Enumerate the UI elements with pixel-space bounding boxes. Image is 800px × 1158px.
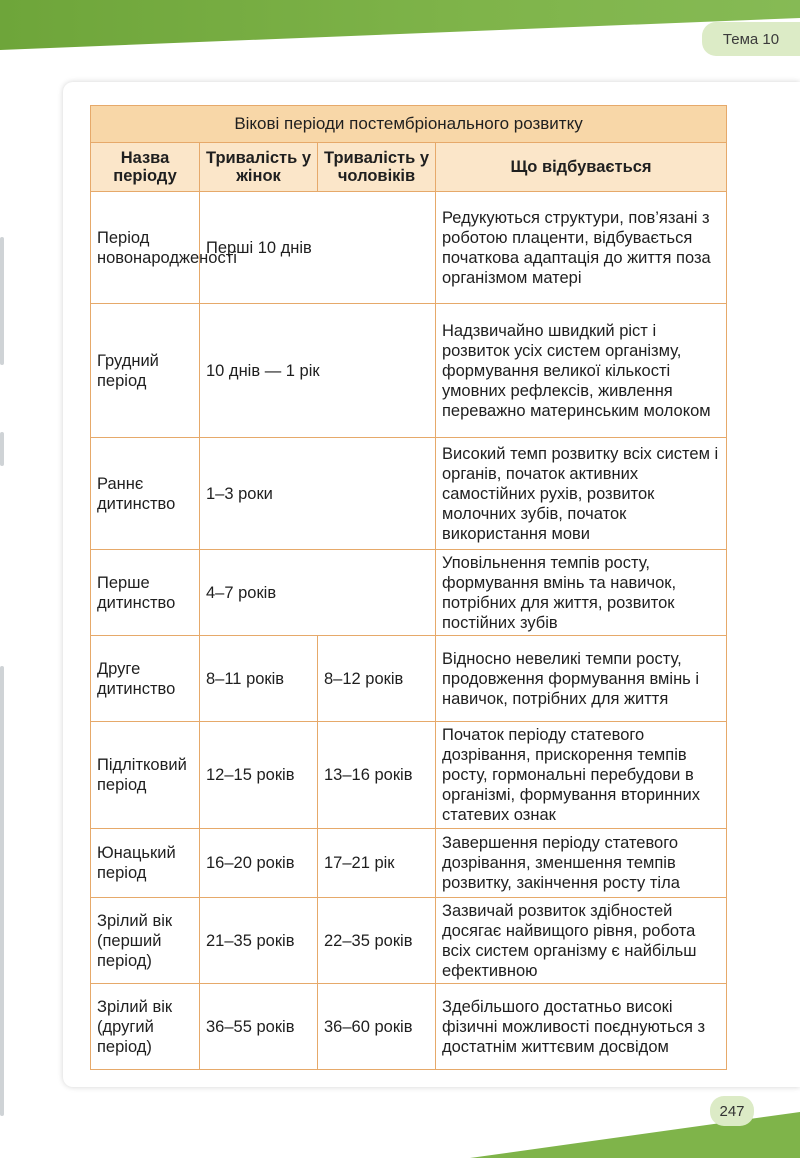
- period-name: Раннє дитинство: [91, 438, 200, 550]
- left-edge-mark: [0, 237, 4, 365]
- period-description: Редукуються структури, пов’язані з роботою плаценти, відбувається початкова адаптація до життя поза організмом матері: [436, 192, 727, 304]
- duration-women: 21–35 років: [200, 898, 318, 984]
- period-description: Надзвичайно швидкий ріст і розвиток усіх систем організму, формування великої кількості умовних рефлексів, живлення переважно материнським молоком: [436, 304, 727, 438]
- table-row: [91, 898, 727, 984]
- period-description: Високий темп розвитку всіх систем і органів, початок активних самостійних рухів, розвиток молочних зубів, початок використання мови: [436, 438, 727, 550]
- duration-men: 36–60 років: [318, 984, 436, 1070]
- table-row: [91, 984, 727, 1070]
- topic-label: Тема 10: [702, 22, 800, 56]
- period-description: Зазвичай розвиток здібностей досягає найвищого рівня, робота всіх систем організму є найбільш ефективною: [436, 898, 727, 984]
- period-name: Зрілий вік (перший період): [91, 898, 200, 984]
- period-name: Підлітковий період: [91, 722, 200, 829]
- duration-men: 8–12 років: [318, 636, 436, 722]
- header-men: Тривалість у чоловіків: [318, 143, 436, 192]
- duration-both: 10 днів — 1 рік: [200, 304, 436, 438]
- duration-both: Перші 10 днів: [200, 192, 436, 304]
- table-row: [91, 192, 727, 304]
- table-row: [91, 438, 727, 550]
- duration-men: 17–21 рік: [318, 829, 436, 898]
- duration-men: 13–16 років: [318, 722, 436, 829]
- period-name: Період новонародженості: [91, 192, 200, 304]
- duration-men: 22–35 років: [318, 898, 436, 984]
- period-description: Початок періоду статевого дозрівання, прискорення темпів росту, гормональні перебудови в організмі, формування вторинних статевих ознак: [436, 722, 727, 829]
- period-name: Юнацький період: [91, 829, 200, 898]
- top-green-band: [0, 0, 800, 50]
- table-caption: Вікові періоди постембріонального розвитку: [91, 106, 727, 143]
- header-name: Назва періоду: [91, 143, 200, 192]
- period-name: Перше дитинство: [91, 550, 200, 636]
- page-number: 247: [710, 1096, 754, 1126]
- table-row: [91, 636, 727, 722]
- duration-women: 8–11 років: [200, 636, 318, 722]
- table-caption-row: [91, 106, 727, 143]
- duration-women: 36–55 років: [200, 984, 318, 1070]
- period-name: Зрілий вік (другий період): [91, 984, 200, 1070]
- table-row: [91, 304, 727, 438]
- period-name: Друге дитинство: [91, 636, 200, 722]
- age-periods-table: [90, 105, 727, 1070]
- left-edge-mark: [0, 666, 4, 1116]
- duration-both: 4–7 років: [200, 550, 436, 636]
- period-description: Завершення періоду статевого дозрівання, зменшення темпів розвитку, закінчення росту тіла: [436, 829, 727, 898]
- left-edge-mark: [0, 432, 4, 466]
- period-name: Грудний період: [91, 304, 200, 438]
- period-description: Відносно невеликі темпи росту, продовження формування вмінь і навичок, потрібних для життя: [436, 636, 727, 722]
- period-description: Уповільнення темпів росту, формування вмінь та навичок, потрібних для життя, розвиток постійних зубів: [436, 550, 727, 636]
- table-row: [91, 829, 727, 898]
- table-row: [91, 722, 727, 829]
- header-women: Тривалість у жінок: [200, 143, 318, 192]
- duration-women: 12–15 років: [200, 722, 318, 829]
- period-description: Здебільшого достатньо високі фізичні можливості поєднуються з достатнім життєвим досвідом: [436, 984, 727, 1070]
- table-header-row: [91, 143, 727, 192]
- header-what: Що відбувається: [436, 143, 727, 192]
- table-row: [91, 550, 727, 636]
- duration-women: 16–20 років: [200, 829, 318, 898]
- duration-both: 1–3 роки: [200, 438, 436, 550]
